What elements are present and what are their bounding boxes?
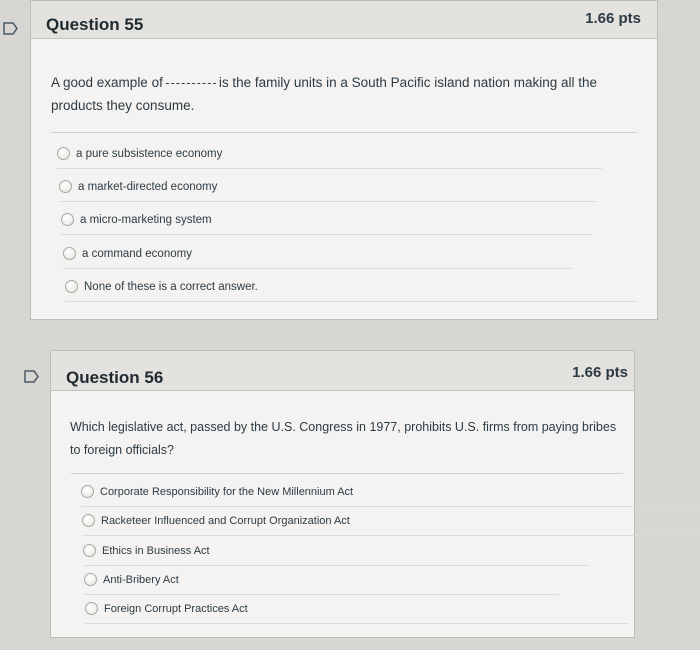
- radio-button[interactable]: [57, 147, 70, 160]
- question-text-part1: A good example of: [51, 75, 163, 90]
- radio-button[interactable]: [83, 544, 96, 557]
- answer-label: Ethics in Business Act: [102, 544, 210, 557]
- radio-button[interactable]: [61, 213, 74, 226]
- question-header: [31, 1, 657, 39]
- radio-button[interactable]: [65, 280, 78, 293]
- question-text-line1: Which legislative act, passed by the U.S. Congress in 1977, prohibits U.S. firms from paying bribes: [70, 420, 617, 434]
- answer-option[interactable]: [83, 544, 210, 557]
- answers-divider: [71, 473, 623, 474]
- flag-icon[interactable]: [3, 22, 19, 35]
- radio-button[interactable]: [82, 514, 95, 527]
- answer-label: a micro-marketing system: [80, 213, 212, 226]
- answer-option[interactable]: [85, 602, 248, 615]
- answer-label: Foreign Corrupt Practices Act: [104, 602, 248, 615]
- answer-option[interactable]: [82, 514, 350, 527]
- answer-label: a command economy: [82, 247, 192, 260]
- flag-icon[interactable]: [24, 370, 40, 383]
- question-header: [51, 351, 634, 391]
- answer-label: a pure subsistence economy: [76, 147, 223, 160]
- answer-option[interactable]: [61, 213, 212, 226]
- answer-label: Corporate Responsibility for the New Millennium Act: [100, 485, 354, 498]
- answer-label: Anti-Bribery Act: [103, 573, 179, 586]
- question-title: Question 56: [66, 368, 164, 387]
- question-points: 1.66 pts: [572, 364, 628, 381]
- question-text-line2: to foreign officials?: [70, 443, 174, 457]
- question-55-card: [30, 0, 658, 320]
- answer-option[interactable]: [63, 247, 192, 260]
- answer-option[interactable]: [84, 573, 179, 586]
- radio-button[interactable]: [59, 180, 72, 193]
- question-text: [70, 416, 630, 462]
- answer-option[interactable]: [59, 180, 217, 193]
- answer-option[interactable]: [65, 280, 258, 293]
- answer-option[interactable]: [81, 485, 353, 498]
- question-title: Question 55: [46, 15, 144, 34]
- radio-button[interactable]: [63, 247, 76, 260]
- question-points: 1.66 pts: [585, 10, 641, 27]
- question-text: [51, 71, 641, 117]
- answer-label: None of these is a correct answer.: [84, 280, 258, 293]
- radio-button[interactable]: [84, 573, 97, 586]
- answer-label: a market-directed economy: [78, 180, 218, 193]
- answers-divider: [51, 132, 637, 133]
- answer-label: Racketeer Influenced and Corrupt Organization Act: [101, 514, 350, 527]
- question-text-part2: is the family units in a South Pacific island nation making all the: [218, 75, 598, 90]
- radio-button[interactable]: [81, 485, 94, 498]
- fill-in-blank: [166, 83, 216, 84]
- radio-button[interactable]: [85, 602, 98, 615]
- question-56-card: [50, 350, 635, 638]
- answer-option[interactable]: [57, 147, 222, 160]
- question-text-line2: products they consume.: [51, 98, 195, 113]
